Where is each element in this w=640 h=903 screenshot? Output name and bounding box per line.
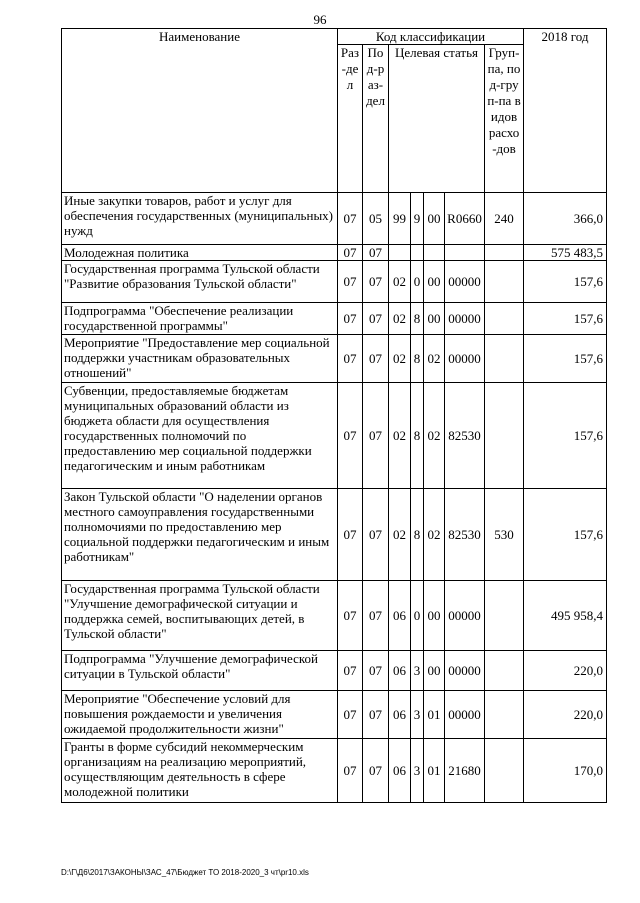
row-target-subprogram: 0	[411, 581, 424, 651]
header-classification: Код классификации	[338, 29, 524, 45]
table-row	[62, 691, 607, 739]
row-name: Молодежная политика	[62, 245, 338, 261]
row-razdel: 07	[338, 335, 363, 383]
header-name: Наименование	[62, 29, 338, 193]
row-target-program: 02	[389, 489, 411, 581]
row-target-subprogram: 0	[411, 261, 424, 303]
row-expense-group	[485, 739, 524, 803]
row-target-program: 02	[389, 261, 411, 303]
row-target-subprogram: 8	[411, 489, 424, 581]
row-razdel: 07	[338, 261, 363, 303]
row-name: Подпрограмма "Обеспечение реализации государственной программы"	[62, 303, 338, 335]
row-amount: 495 958,4	[524, 581, 607, 651]
table-row	[62, 581, 607, 651]
row-name: Государственная программа Тульской области "Развитие образования Тульской области"	[62, 261, 338, 303]
row-target-program: 02	[389, 335, 411, 383]
row-target-event: 00	[424, 581, 445, 651]
row-target-direction: 00000	[445, 303, 485, 335]
budget-table	[61, 28, 607, 803]
row-podrazdel: 07	[363, 245, 389, 261]
row-podrazdel: 07	[363, 691, 389, 739]
row-expense-group	[485, 245, 524, 261]
row-target-direction	[445, 245, 485, 261]
row-name: Мероприятие "Обеспечение условий для повышения рождаемости и увеличения ожидаемой продолжительности жизни"	[62, 691, 338, 739]
row-amount: 220,0	[524, 691, 607, 739]
row-target-event: 00	[424, 261, 445, 303]
table-row	[62, 193, 607, 245]
row-target-direction: R0660	[445, 193, 485, 245]
table-row	[62, 335, 607, 383]
row-target-program	[389, 245, 411, 261]
row-target-subprogram: 3	[411, 739, 424, 803]
row-expense-group	[485, 383, 524, 489]
row-razdel: 07	[338, 245, 363, 261]
table-row	[62, 651, 607, 691]
header-podrazdel: Под-раз-дел	[363, 45, 389, 193]
row-expense-group: 240	[485, 193, 524, 245]
table-row	[62, 489, 607, 581]
row-name: Субвенции, предоставляемые бюджетам муниципальных образований области из бюджета области для осуществления государственных полномочий по предоставлению мер социальной поддержки педагогическим и иным работникам	[62, 383, 338, 489]
row-target-subprogram: 8	[411, 303, 424, 335]
row-name: Мероприятие "Предоставление мер социальной поддержки участникам образовательных отношений"	[62, 335, 338, 383]
row-target-direction: 21680	[445, 739, 485, 803]
row-expense-group: 530	[485, 489, 524, 581]
row-amount: 157,6	[524, 383, 607, 489]
row-name: Гранты в форме субсидий некоммерческим организациям на реализацию мероприятий, осуществляющим деятельность в сфере молодежной политики	[62, 739, 338, 803]
row-target-program: 06	[389, 739, 411, 803]
row-name: Подпрограмма "Улучшение демографической ситуации в Тульской области"	[62, 651, 338, 691]
row-target-event: 02	[424, 335, 445, 383]
footer-file-path: D:\Г\Д6\2017\ЗАКОНЫ\ЗАС_47\Бюджет ТО 2018-2020_3 чт\pr10.xls	[61, 868, 309, 877]
row-razdel: 07	[338, 739, 363, 803]
table-row	[62, 261, 607, 303]
row-podrazdel: 05	[363, 193, 389, 245]
row-target-event: 00	[424, 303, 445, 335]
row-target-program: 02	[389, 303, 411, 335]
row-amount: 157,6	[524, 261, 607, 303]
row-target-program: 02	[389, 383, 411, 489]
row-amount: 170,0	[524, 739, 607, 803]
row-name: Государственная программа Тульской области "Улучшение демографической ситуации и поддержка семей, воспитывающих детей, в Тульской области"	[62, 581, 338, 651]
row-podrazdel: 07	[363, 739, 389, 803]
row-razdel: 07	[338, 651, 363, 691]
row-amount: 366,0	[524, 193, 607, 245]
page-number: 96	[313, 12, 327, 27]
row-target-direction: 00000	[445, 335, 485, 383]
row-amount: 575 483,5	[524, 245, 607, 261]
row-expense-group	[485, 335, 524, 383]
row-target-direction: 82530	[445, 383, 485, 489]
row-podrazdel: 07	[363, 651, 389, 691]
row-target-subprogram: 3	[411, 651, 424, 691]
row-target-program: 06	[389, 581, 411, 651]
header-razdel: Раз-дел	[338, 45, 363, 193]
row-target-event: 02	[424, 489, 445, 581]
table-row	[62, 245, 607, 261]
row-razdel: 07	[338, 691, 363, 739]
row-target-direction: 00000	[445, 581, 485, 651]
row-podrazdel: 07	[363, 581, 389, 651]
row-target-direction: 00000	[445, 691, 485, 739]
row-razdel: 07	[338, 193, 363, 245]
row-podrazdel: 07	[363, 303, 389, 335]
row-razdel: 07	[338, 303, 363, 335]
row-target-direction: 00000	[445, 651, 485, 691]
row-target-subprogram: 3	[411, 691, 424, 739]
row-amount: 157,6	[524, 489, 607, 581]
row-target-event: 00	[424, 651, 445, 691]
row-expense-group	[485, 651, 524, 691]
row-target-program: 06	[389, 651, 411, 691]
row-amount: 220,0	[524, 651, 607, 691]
row-amount: 157,6	[524, 303, 607, 335]
row-target-direction: 82530	[445, 489, 485, 581]
header-expense-group: Груп-па, под-груп-па видов расхо-дов	[485, 45, 524, 193]
row-target-event	[424, 245, 445, 261]
row-target-event: 02	[424, 383, 445, 489]
row-name: Закон Тульской области "О наделении органов местного самоуправления государственными полномочиями по предоставлению мер социальной поддержки педагогическим и иным работникам"	[62, 489, 338, 581]
header-year: 2018 год	[524, 29, 607, 193]
row-razdel: 07	[338, 383, 363, 489]
row-target-subprogram: 9	[411, 193, 424, 245]
row-podrazdel: 07	[363, 383, 389, 489]
row-target-event: 00	[424, 193, 445, 245]
row-razdel: 07	[338, 581, 363, 651]
row-razdel: 07	[338, 489, 363, 581]
row-podrazdel: 07	[363, 335, 389, 383]
table-row	[62, 739, 607, 803]
row-target-program: 06	[389, 691, 411, 739]
row-target-event: 01	[424, 691, 445, 739]
row-expense-group	[485, 303, 524, 335]
row-target-subprogram: 8	[411, 335, 424, 383]
header-target-article: Целевая статья	[389, 45, 485, 193]
row-expense-group	[485, 581, 524, 651]
row-expense-group	[485, 261, 524, 303]
row-target-event: 01	[424, 739, 445, 803]
table-row	[62, 303, 607, 335]
row-target-program: 99	[389, 193, 411, 245]
row-target-subprogram	[411, 245, 424, 261]
table-body	[62, 193, 607, 803]
row-name: Иные закупки товаров, работ и услуг для обеспечения государственных (муниципальных) нужд	[62, 193, 338, 245]
row-target-direction: 00000	[445, 261, 485, 303]
table-row	[62, 383, 607, 489]
row-podrazdel: 07	[363, 261, 389, 303]
row-expense-group	[485, 691, 524, 739]
row-podrazdel: 07	[363, 489, 389, 581]
row-target-subprogram: 8	[411, 383, 424, 489]
row-amount: 157,6	[524, 335, 607, 383]
